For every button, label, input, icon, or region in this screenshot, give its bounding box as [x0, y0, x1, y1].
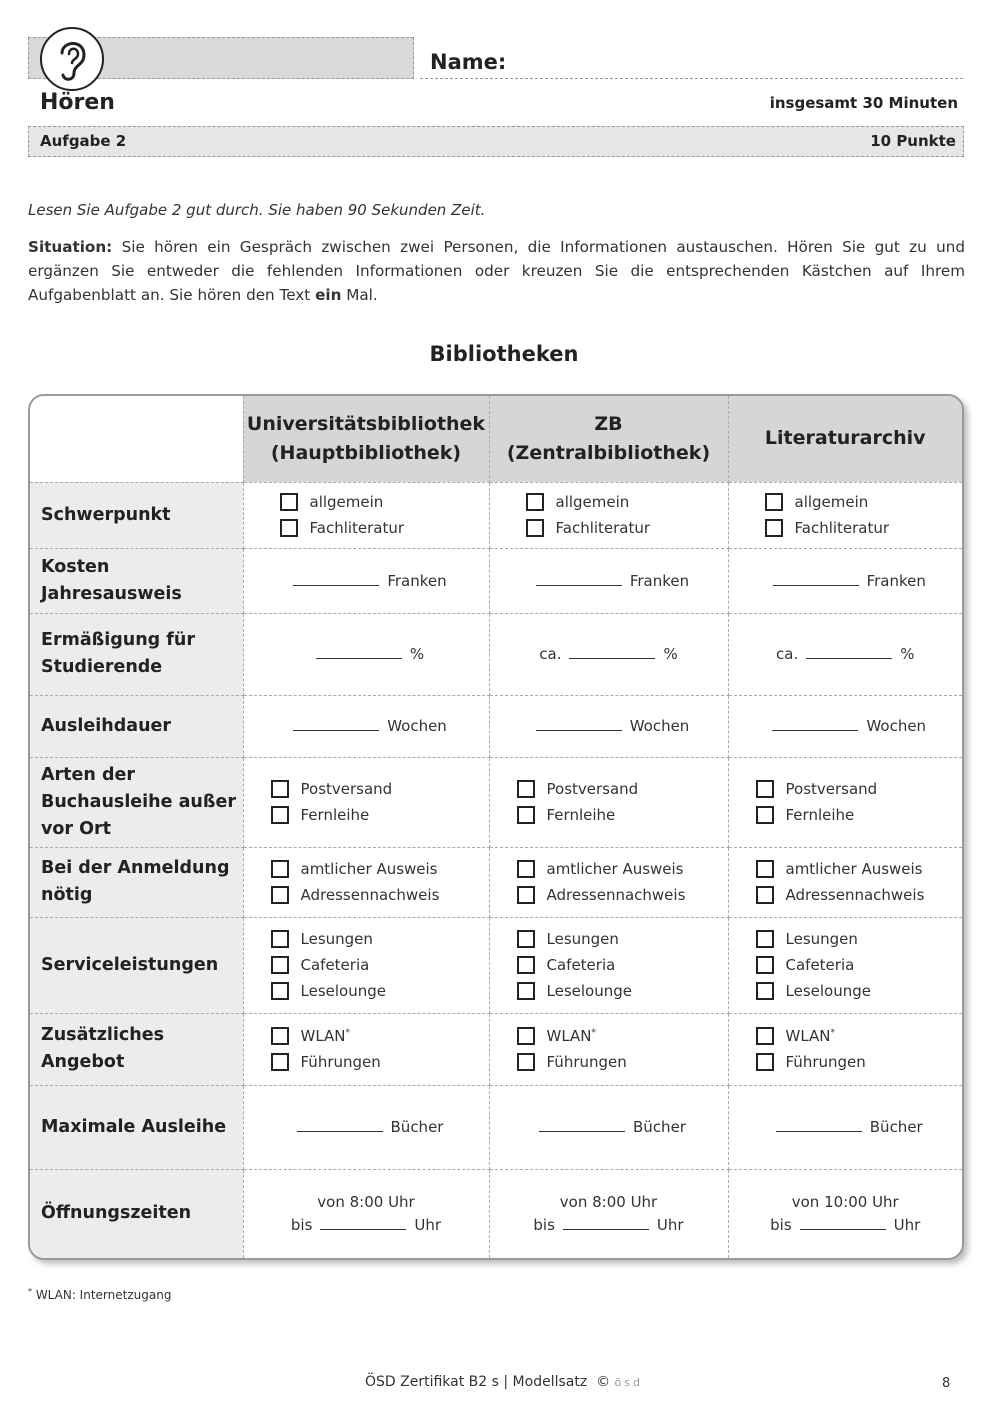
checkbox-option[interactable]	[517, 955, 728, 975]
cell	[728, 847, 962, 917]
checkbox-option[interactable]	[517, 1052, 728, 1072]
ear-icon	[40, 27, 104, 91]
cell	[489, 548, 728, 613]
option-label: amtlicher Ausweis	[546, 860, 684, 878]
cell	[728, 1085, 962, 1169]
column-header-university	[243, 396, 489, 482]
checkbox-option[interactable]	[517, 981, 728, 1001]
checkbox-option[interactable]	[756, 981, 963, 1001]
option-text: WLAN	[300, 1027, 346, 1045]
option-label: Führungen	[785, 1053, 866, 1071]
page-footer	[0, 1374, 1008, 1390]
cell	[728, 1013, 962, 1085]
checkbox-option[interactable]	[756, 779, 963, 799]
cell	[728, 613, 962, 695]
checkbox-option[interactable]	[271, 1026, 489, 1046]
unit-label: Franken	[387, 571, 447, 590]
checkbox[interactable]	[271, 886, 289, 904]
unit-label: Uhr	[414, 1215, 442, 1234]
until-label: bis	[770, 1215, 792, 1234]
checkbox-option[interactable]	[271, 805, 489, 825]
checkbox[interactable]	[765, 493, 783, 511]
checkbox[interactable]	[517, 860, 535, 878]
column-header-line: (Hauptbibliothek)	[270, 441, 462, 464]
cell	[728, 482, 962, 548]
option-label: Leselounge	[785, 982, 871, 1000]
task-label: Aufgabe 2	[40, 132, 127, 150]
cell	[243, 613, 489, 695]
checkbox-option[interactable]	[517, 929, 728, 949]
cell	[489, 1013, 728, 1085]
checkbox-option[interactable]	[517, 779, 728, 799]
option-label: Adressennachweis	[546, 886, 686, 904]
footnote-text: WLAN: Internetzugang	[32, 1288, 172, 1302]
option-label: allgemein	[555, 493, 630, 511]
checkbox[interactable]	[271, 1053, 289, 1071]
copyright-icon: ©	[596, 1374, 611, 1390]
footer-text: ÖSD Zertifikat B2 s | Modellsatz	[365, 1374, 588, 1390]
checkbox[interactable]	[756, 1027, 774, 1045]
row-label-schwerpunkt: Schwerpunkt	[30, 482, 243, 548]
checkbox-option[interactable]	[517, 859, 728, 879]
checkbox-option[interactable]	[756, 929, 963, 949]
checkbox[interactable]	[517, 956, 535, 974]
row-label-arten: Arten der Buchausleihe außer vor Ort	[30, 757, 243, 847]
checkbox[interactable]	[756, 806, 774, 824]
cell	[489, 1085, 728, 1169]
option-label: Postversand	[546, 780, 639, 798]
table-title: Bibliotheken	[429, 342, 579, 366]
cell	[489, 917, 728, 1013]
option-label: amtlicher Ausweis	[785, 860, 923, 878]
answer-blank[interactable]	[316, 658, 402, 659]
unit-label: Bücher	[390, 1118, 444, 1136]
answer-blank[interactable]	[569, 658, 655, 659]
unit-label: Wochen	[629, 717, 690, 735]
checkbox[interactable]	[517, 930, 535, 948]
unit-label: Bücher	[869, 1118, 923, 1136]
row-label-zeiten: Öffnungszeiten	[30, 1169, 243, 1258]
checkbox-option[interactable]	[271, 955, 489, 975]
library-table	[28, 394, 964, 1260]
checkbox-option[interactable]	[517, 885, 728, 905]
approx-label: ca.	[776, 645, 799, 663]
checkbox[interactable]	[280, 519, 298, 537]
row-label-ausleihdauer: Ausleihdauer	[30, 695, 243, 757]
option-label: Cafeteria	[300, 956, 370, 974]
checkbox[interactable]	[271, 780, 289, 798]
option-label: Cafeteria	[785, 956, 855, 974]
answer-blank[interactable]	[776, 1131, 862, 1132]
checkbox-option[interactable]	[280, 492, 489, 512]
option-label	[547, 1027, 597, 1045]
answer-blank[interactable]	[563, 1229, 649, 1230]
cell	[243, 482, 489, 548]
option-label: Lesungen	[785, 930, 858, 948]
footnote-mark: *	[345, 1028, 351, 1038]
checkbox[interactable]	[517, 1053, 535, 1071]
checkbox[interactable]	[271, 1027, 289, 1045]
checkbox-option[interactable]	[517, 805, 728, 825]
checkbox[interactable]	[271, 982, 289, 1000]
checkbox-option[interactable]	[765, 518, 963, 538]
cell	[728, 548, 962, 613]
opening-from: von 8:00 Uhr	[317, 1192, 415, 1211]
unit-label: %	[409, 645, 425, 663]
checkbox-option[interactable]	[526, 492, 728, 512]
approx-label: ca.	[539, 645, 562, 663]
task-bar	[28, 126, 964, 157]
row-label-anmeldung: Bei der Anmeldung nötig	[30, 847, 243, 917]
checkbox-option[interactable]	[271, 859, 489, 879]
checkbox[interactable]	[517, 982, 535, 1000]
cell	[243, 1169, 489, 1258]
option-label: Adressennachweis	[300, 886, 440, 904]
column-header-archive: Literaturarchiv	[728, 396, 962, 482]
footnote-mark: *	[28, 1287, 32, 1296]
answer-blank[interactable]	[536, 585, 622, 586]
unit-label: Wochen	[387, 717, 447, 735]
checkbox[interactable]	[517, 1027, 535, 1045]
unit-label: Uhr	[893, 1215, 921, 1234]
checkbox-option[interactable]	[271, 779, 489, 799]
checkbox[interactable]	[517, 886, 535, 904]
checkbox[interactable]	[271, 930, 289, 948]
situation-text	[28, 235, 965, 307]
checkbox-option[interactable]	[280, 518, 489, 538]
checkbox-option[interactable]	[765, 492, 963, 512]
checkbox[interactable]	[271, 860, 289, 878]
until-label: bis	[290, 1215, 313, 1234]
row-label-kosten: Kosten Jahresausweis	[30, 548, 243, 613]
option-label: Führungen	[300, 1053, 381, 1071]
option-label: Fernleihe	[300, 806, 370, 824]
option-label: Fernleihe	[785, 806, 855, 824]
checkbox-option[interactable]	[756, 885, 963, 905]
checkbox[interactable]	[756, 982, 774, 1000]
checkbox-option[interactable]	[756, 955, 963, 975]
checkbox[interactable]	[517, 806, 535, 824]
option-label	[786, 1027, 836, 1045]
checkbox[interactable]	[756, 930, 774, 948]
cell	[243, 695, 489, 757]
option-label: amtlicher Ausweis	[300, 860, 438, 878]
row-label-service: Serviceleistungen	[30, 917, 243, 1013]
checkbox[interactable]	[756, 886, 774, 904]
checkbox[interactable]	[756, 860, 774, 878]
option-label: Fachliteratur	[555, 519, 651, 537]
unit-label: Franken	[629, 571, 690, 590]
cell	[243, 1013, 489, 1085]
checkbox[interactable]	[756, 956, 774, 974]
option-label: Leselounge	[300, 982, 386, 1000]
option-label: Leselounge	[546, 982, 632, 1000]
cell	[243, 847, 489, 917]
footnote-mark: *	[830, 1028, 836, 1038]
cell	[243, 917, 489, 1013]
unit-label: %	[663, 645, 678, 663]
checkbox[interactable]	[526, 519, 544, 537]
option-label: Postversand	[785, 780, 878, 798]
situation-body: Sie hören ein Gespräch zwischen zwei Personen, die Informationen austauschen. Hören Sie gut zu und ergänzen Sie entweder die fehlenden Informationen oder kreuzen Sie die entsprechenden Kästchen auf Ihrem Aufgabenblatt an. Sie hören den Text	[28, 238, 965, 304]
until-label: bis	[533, 1215, 555, 1234]
answer-blank[interactable]	[536, 730, 622, 731]
unit-label: Wochen	[866, 717, 927, 735]
answer-blank[interactable]	[772, 730, 858, 731]
cell	[728, 757, 962, 847]
checkbox-option[interactable]	[756, 805, 963, 825]
checkbox[interactable]	[756, 780, 774, 798]
cell	[489, 1169, 728, 1258]
opening-from: von 10:00 Uhr	[791, 1192, 899, 1211]
answer-blank[interactable]	[293, 585, 379, 586]
page-number: 8	[942, 1376, 951, 1391]
cell	[489, 482, 728, 548]
unit-label: %	[900, 645, 915, 663]
answer-blank[interactable]	[806, 658, 892, 659]
option-label: Adressennachweis	[785, 886, 925, 904]
unit-label: Uhr	[656, 1215, 684, 1234]
checkbox-option[interactable]	[271, 929, 489, 949]
option-label: Führungen	[546, 1053, 627, 1071]
unit-label: Bücher	[633, 1118, 686, 1136]
answer-blank[interactable]	[800, 1229, 886, 1230]
checkbox[interactable]	[280, 493, 298, 511]
situation-emphasis: ein	[315, 286, 342, 304]
checkbox-option[interactable]	[756, 1026, 963, 1046]
answer-blank[interactable]	[293, 730, 379, 731]
checkbox-option[interactable]	[271, 1052, 489, 1072]
row-label-maximal: Maximale Ausleihe	[30, 1085, 243, 1169]
option-label: Fernleihe	[546, 806, 616, 824]
situation-label: Situation:	[28, 238, 113, 256]
checkbox-option[interactable]	[271, 981, 489, 1001]
section-title: Hören	[40, 90, 115, 115]
option-text: WLAN	[546, 1027, 592, 1045]
row-label-ermaessigung: Ermäßigung für Studierende	[30, 613, 243, 695]
option-label: allgemein	[794, 493, 869, 511]
checkbox[interactable]	[271, 806, 289, 824]
checkbox[interactable]	[526, 493, 544, 511]
option-label: Fachliteratur	[794, 519, 890, 537]
cell	[489, 695, 728, 757]
name-field[interactable]	[420, 78, 963, 79]
checkbox[interactable]	[756, 1053, 774, 1071]
checkbox-option[interactable]	[526, 518, 728, 538]
option-label	[301, 1027, 351, 1045]
cell	[489, 847, 728, 917]
cell	[243, 548, 489, 613]
option-text: WLAN	[785, 1027, 831, 1045]
option-label: Postversand	[300, 780, 393, 798]
answer-blank[interactable]	[320, 1229, 406, 1230]
answer-blank[interactable]	[773, 585, 859, 586]
column-header-line: Universitätsbibliothek	[246, 412, 486, 435]
situation-end: Mal.	[341, 286, 378, 304]
cell	[728, 695, 962, 757]
column-header-central: ZB (Zentralbibliothek)	[489, 396, 728, 482]
cell	[728, 1169, 962, 1258]
checkbox-option[interactable]	[756, 859, 963, 879]
instruction-text: Lesen Sie Aufgabe 2 gut durch. Sie haben 90 Sekunden Zeit.	[28, 201, 486, 219]
answer-blank[interactable]	[539, 1131, 625, 1132]
checkbox-option[interactable]	[756, 1052, 963, 1072]
option-label: allgemein	[309, 493, 384, 511]
option-label: Cafeteria	[546, 956, 616, 974]
task-points: 10 Punkte	[870, 132, 956, 150]
answer-blank[interactable]	[297, 1131, 383, 1132]
cell	[243, 757, 489, 847]
cell	[243, 1085, 489, 1169]
footnote	[28, 1287, 171, 1302]
unit-label: Franken	[866, 571, 926, 590]
table-corner	[30, 396, 243, 482]
checkbox[interactable]	[517, 780, 535, 798]
row-label-angebot: Zusätzliches Angebot	[30, 1013, 243, 1085]
cell	[728, 917, 962, 1013]
osd-logo: ösd	[614, 1376, 643, 1389]
checkbox-option[interactable]	[271, 885, 489, 905]
cell	[489, 613, 728, 695]
opening-from: von 8:00 Uhr	[559, 1192, 658, 1211]
checkbox-option[interactable]	[517, 1026, 728, 1046]
checkbox[interactable]	[271, 956, 289, 974]
option-label: Lesungen	[300, 930, 373, 948]
name-label: Name:	[430, 50, 507, 74]
option-label: Lesungen	[546, 930, 619, 948]
footnote-mark: *	[591, 1028, 597, 1038]
option-label: Fachliteratur	[309, 519, 405, 537]
total-time: insgesamt 30 Minuten	[769, 94, 958, 112]
cell	[489, 757, 728, 847]
checkbox[interactable]	[765, 519, 783, 537]
